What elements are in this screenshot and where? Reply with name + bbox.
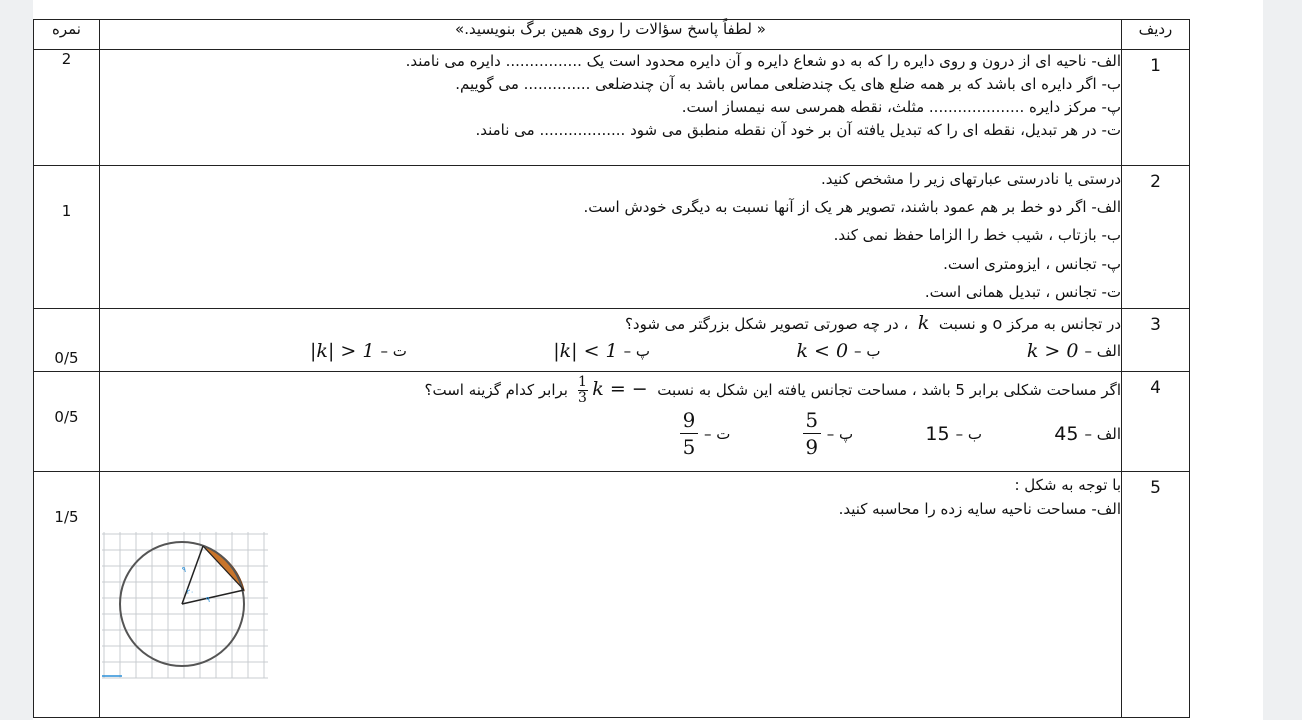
q3-option-a: الف – k > 0 bbox=[1026, 340, 1121, 362]
q1-line-b: ب- اگر دایره ای باشد که بر همه ضلع های یک چندضلعی مماس باشد به آن چندضلعی .............. می گوییم. bbox=[455, 75, 1121, 93]
svg-text:٩: ٩ bbox=[181, 565, 186, 574]
q1-line-c: پ- مرکز دایره .................... مثلث، نقطه همرسی سه نیمساز است. bbox=[681, 98, 1121, 116]
svg-text:٩: ٩ bbox=[205, 595, 210, 604]
question-score: 0/5 bbox=[34, 372, 100, 472]
q4-option-b: ب – 15 bbox=[925, 422, 982, 445]
question-row-4 bbox=[34, 372, 1190, 472]
q4-option-a: الف – 45 bbox=[1054, 422, 1121, 445]
q1-line-a: الف- ناحیه ای از درون و روی دایره را که به دو شعاع دایره و آن دایره محدود است یک ................ دایره می نامند. bbox=[405, 52, 1121, 70]
q2-line-a: الف- اگر دو خط بر هم عمود باشند، تصویر هر یک از آنها نسبت به دیگری خودش است. bbox=[583, 198, 1121, 216]
q3-option-b: ب – k < 0 bbox=[796, 340, 881, 362]
header-score: نمره bbox=[34, 20, 100, 50]
q2-line-b: ب- بازتاب ، شیب خط را الزاما حفظ نمی کند. bbox=[833, 226, 1121, 244]
question-number: 2 bbox=[1150, 172, 1161, 192]
question-number: 1 bbox=[1150, 56, 1161, 76]
question-number: 3 bbox=[1150, 315, 1161, 335]
exam-table bbox=[33, 19, 1190, 718]
grid-circle-diagram bbox=[100, 530, 270, 680]
q4-ratio-fraction: $\frac{1}{3}$ bbox=[578, 374, 587, 406]
q3-options bbox=[100, 340, 1121, 362]
question-row-2 bbox=[34, 166, 1190, 309]
question-row-1 bbox=[34, 50, 1190, 166]
q4-options bbox=[100, 409, 1121, 458]
q5-line-a: الف- مساحت ناحیه سایه زده را محاسبه کنید. bbox=[838, 500, 1121, 518]
svg-text:٢٠: ٢٠ bbox=[186, 588, 194, 596]
question-row-5 bbox=[34, 472, 1190, 718]
q5-line-intro: با توجه به شکل : bbox=[1014, 476, 1121, 494]
q3-option-c: پ – |k| < 1 bbox=[553, 340, 651, 362]
header-instruction: « لطفاً پاسخ سؤالات را روی همین برگ بنویسید.» bbox=[100, 20, 1122, 50]
q2-line-intro: درستی یا نادرستی عبارتهای زیر را مشخص کنید. bbox=[820, 170, 1121, 188]
question-score: 0/5 bbox=[34, 309, 100, 372]
q4-option-d: ت – $\frac{9}{5}$ bbox=[680, 409, 730, 458]
q3-option-d: ت – |k| > 1 bbox=[310, 340, 407, 362]
q2-line-d: ت- تجانس ، تبدیل همانی است. bbox=[924, 283, 1121, 301]
question-score: 1 bbox=[34, 166, 100, 309]
question-score: 2 bbox=[34, 50, 100, 166]
q3-question: در تجانس به مرکز o و نسبت k ، در چه صورتی تصویر شکل بزرگتر می شود؟ bbox=[624, 312, 1121, 334]
q2-line-c: پ- تجانس ، ایزومتری است. bbox=[943, 255, 1121, 273]
q1-line-d: ت- در هر تبدیل، نقطه ای را که تبدیل یافته آن بر خود آن نقطه منطبق می شود .................. می نامند. bbox=[475, 121, 1121, 139]
circle-sector-figure bbox=[100, 530, 270, 680]
q4-option-c: پ – $\frac{5}{9}$ bbox=[803, 409, 853, 458]
header-radif: ردیف bbox=[1122, 20, 1190, 50]
q4-question: اگر مساحت شکلی برابر 5 باشد ، مساحت تجانس یافته این شکل به نسبت k = − $\frac{1}{3}$ برابر کدام گزینه است؟ bbox=[424, 374, 1121, 406]
question-score: 1/5 bbox=[34, 472, 100, 718]
question-number: 4 bbox=[1150, 378, 1161, 398]
header-row bbox=[34, 20, 1190, 50]
question-number: 5 bbox=[1150, 478, 1161, 498]
question-row-3 bbox=[34, 309, 1190, 372]
